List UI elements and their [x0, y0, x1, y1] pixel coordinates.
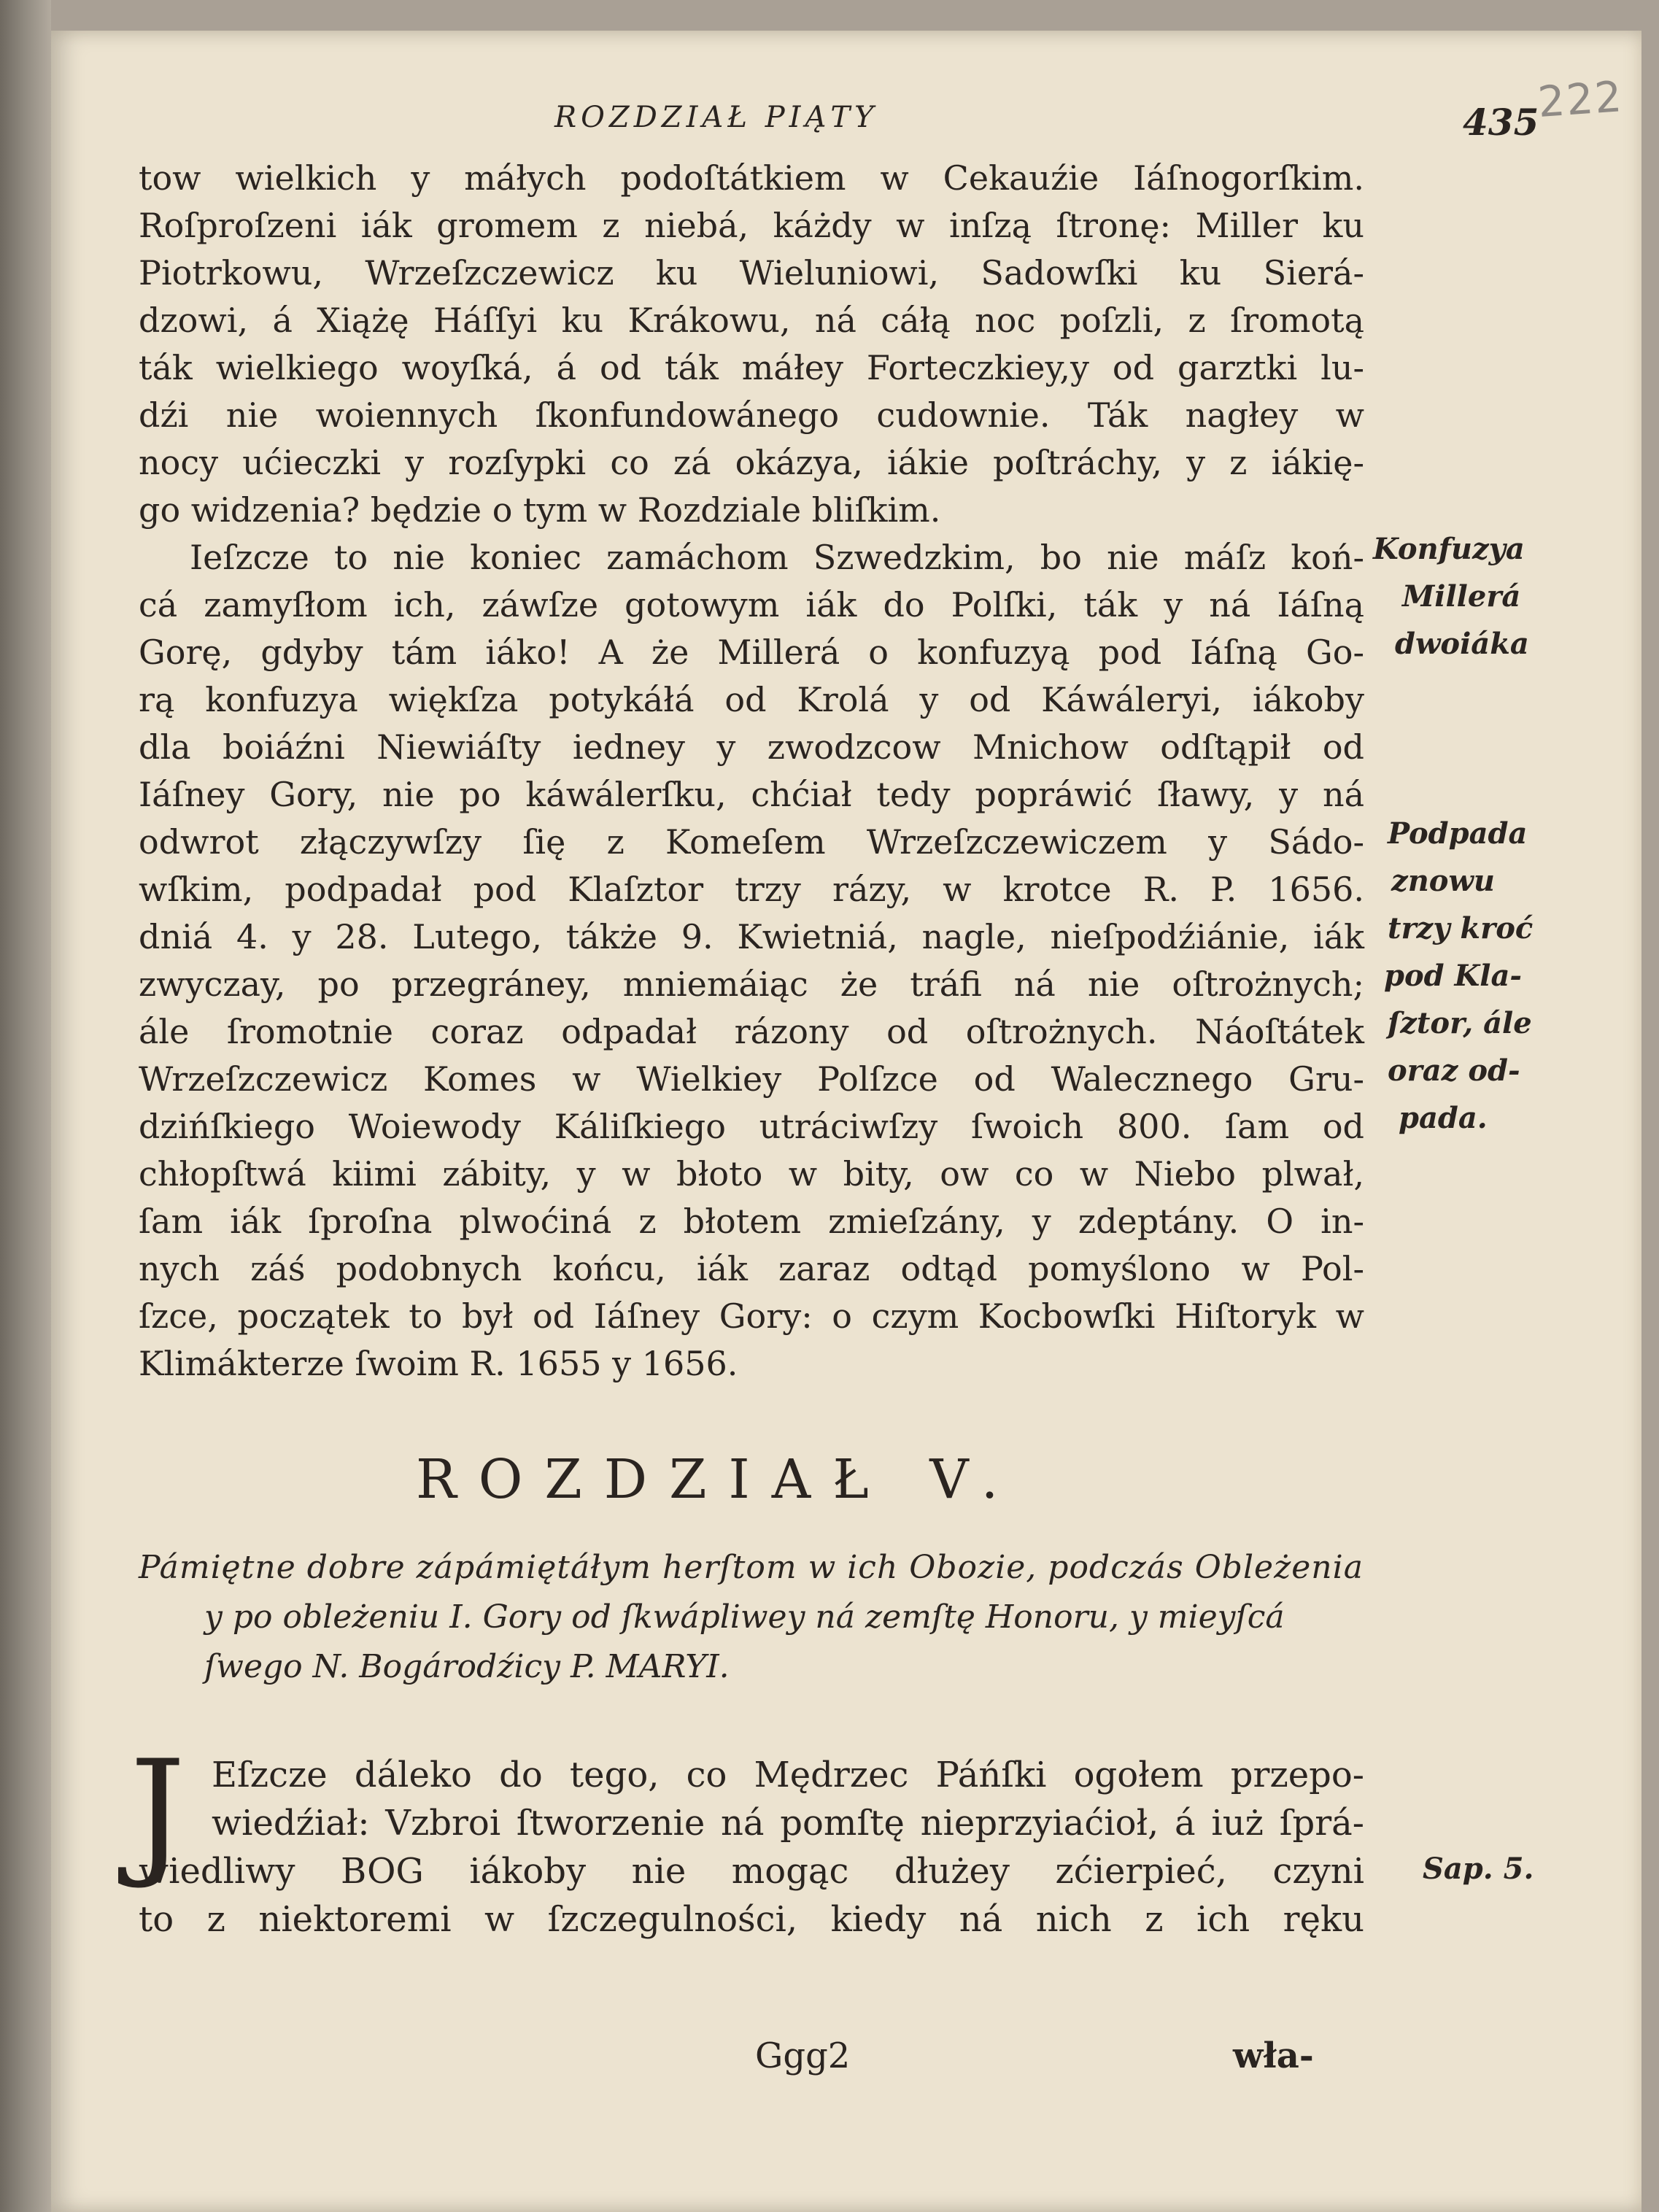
catchword: wła- [1233, 2035, 1314, 2076]
text-line: Ieſzcze to nie koniec zamáchom Szwedzkim, bo nie máſz koń- [190, 538, 1364, 577]
margin-note-line: ſztor, ále [1388, 1006, 1532, 1040]
summary-line: ſwego N. Bogárodźicy P. MARYI. [204, 1648, 730, 1685]
text-line: dla boiáźni Niewiáſty iedney y zwodzcow Mnichow odſtąpił od [139, 727, 1364, 767]
text-line: to z niektoremi w ſzczegulności, kiedy ná nich z ich ręku [139, 1899, 1364, 1940]
margin-note-line: znowu [1391, 864, 1495, 898]
drop-cap: J [130, 1730, 186, 1892]
text-line: Roſproſzeni iák gromem z niebá, káżdy w inſzą ſtronę: Miller ku [139, 206, 1364, 245]
text-line: ſam iák ſproſna plwoćiná z błotem zmieſzány, y zdeptány. O in- [139, 1202, 1364, 1241]
pencil-folio-number: 222 [1536, 71, 1625, 127]
text-line: dniá 4. y 28. Lutego, tákże 9. Kwietniá, nagle, nieſpodźiánie, iák [139, 917, 1364, 956]
text-line: rą konfuzya więkſza potykáłá od Krolá y od Káwáleryi, iákoby [139, 680, 1364, 719]
text-line: dzińſkiego Woiewody Káliſkiego utráciwſzy ſwoich 800. ſam od [139, 1107, 1364, 1146]
text-line: dźi nie woiennych ſkonfundowánego cudownie. Ták nagłey w [139, 395, 1364, 435]
text-line: chłopſtwá kiimi zábity, y w błoto w bity, ow co w Niebo plwał, [139, 1154, 1364, 1194]
text-line: wiedliwy BOG iákoby nie mogąc dłużey zćierpieć, czyni [139, 1851, 1364, 1892]
text-line: go widzenia? będzie o tym w Rozdziale bliſkim. [139, 490, 941, 530]
chapter-summary [139, 1543, 1372, 1692]
text-line: zwyczay, po przegráney, mniemáiąc że tráfi ná nie oſtrożnych; [139, 964, 1364, 1004]
running-head: ROZDZIAŁ PIĄTY [554, 101, 878, 134]
margin-note-line: oraz od- [1388, 1053, 1520, 1088]
text-line: dzowi, á Xiążę Háſſyi ku Krákowu, ná cáłą noc poſzli, z ſromotą [139, 301, 1364, 340]
text-line: cá zamyſłom ich, záwſze gotowym iák do Polſki, ták y ná Iáſną [139, 585, 1364, 624]
text-line: Gorę, gdyby tám iáko! A że Millerá o konfuzyą pod Iáſną Go- [139, 633, 1364, 672]
text-line: Klimákterze ſwoim R. 1655 y 1656. [139, 1344, 738, 1383]
text-line: Eſzcze dáleko do tego, co Mędrzec Páńſki ogołem przepo- [212, 1755, 1364, 1795]
page-number: 435 [1463, 101, 1539, 144]
main-text-block [139, 155, 1364, 1388]
summary-line: y po obleżeniu I. Gory od ſkwápliwey ná zemſtę Honoru, y mieyſcá [204, 1598, 1285, 1636]
text-line: Wrzeſzczewicz Komes w Wielkiey Polſzce od Walecznego Gru- [139, 1059, 1364, 1099]
margin-notes [1373, 525, 1563, 1142]
text-line: ták wielkiego woyſká, á od ták máłey Forteczkiey,y od garztki lu- [139, 348, 1364, 387]
margin-note-line: pada. [1399, 1101, 1488, 1135]
margin-note-line: trzy kroć [1388, 911, 1534, 945]
book-gutter [0, 0, 51, 2212]
signature-mark: Ggg2 [755, 2035, 851, 2076]
summary-line: Pámiętne dobre zápámiętáłym herſtom w ich Obozie, podczás Obleżenia [139, 1549, 1364, 1586]
text-line: tow wielkich y máłych podoſtátkiem w Cekauźie Iáſnogorſkim. [139, 158, 1364, 198]
text-line: nych záś podobnych końcu, iák zaraz odtąd pomyślono w Pol- [139, 1249, 1364, 1288]
chapter-heading: ROZDZIAŁ V. [416, 1448, 1021, 1511]
text-line: nocy ućieczki y rozſypki co zá okázya, iákie poſtráchy, y z iákię- [139, 443, 1364, 482]
text-line: ſzce, początek to był od Iáſney Gory: o czym Kocbowſki Hiſtoryk w [139, 1296, 1364, 1336]
text-line: Piotrkowu, Wrzeſzczewicz ku Wieluniowi, Sadowſki ku Sierá- [139, 253, 1364, 293]
margin-note-sap: Sap. 5. [1423, 1852, 1534, 1886]
margin-note-line: pod Kla- [1384, 959, 1523, 993]
margin-note-line: dwoiáka [1395, 627, 1529, 661]
text-line: odwrot złączywſzy ſię z Komeſem Wrzeſzczewiczem y Sádo- [139, 822, 1364, 862]
margin-note-line: Millerá [1402, 579, 1521, 614]
text-line: Iáſney Gory, nie po káwálerſku, chćiał tedy popráwić ſławy, y ná [139, 775, 1364, 814]
text-line: wiedźiał: Vzbroi ſtworzenie ná pomſtę nieprzyiaćioł, á iuż ſprá- [212, 1803, 1364, 1844]
margin-note-line: Konfuzya [1373, 532, 1525, 566]
text-line: wſkim, podpadał pod Klaſztor trzy rázy, w krotce R. P. 1656. [139, 870, 1364, 909]
margin-note-line: Podpada [1388, 816, 1528, 851]
chapter-text-block [139, 1751, 1364, 1944]
text-line: ále ſromotnie coraz odpadał rázony od oſtrożnych. Náoſtátek [139, 1012, 1364, 1051]
